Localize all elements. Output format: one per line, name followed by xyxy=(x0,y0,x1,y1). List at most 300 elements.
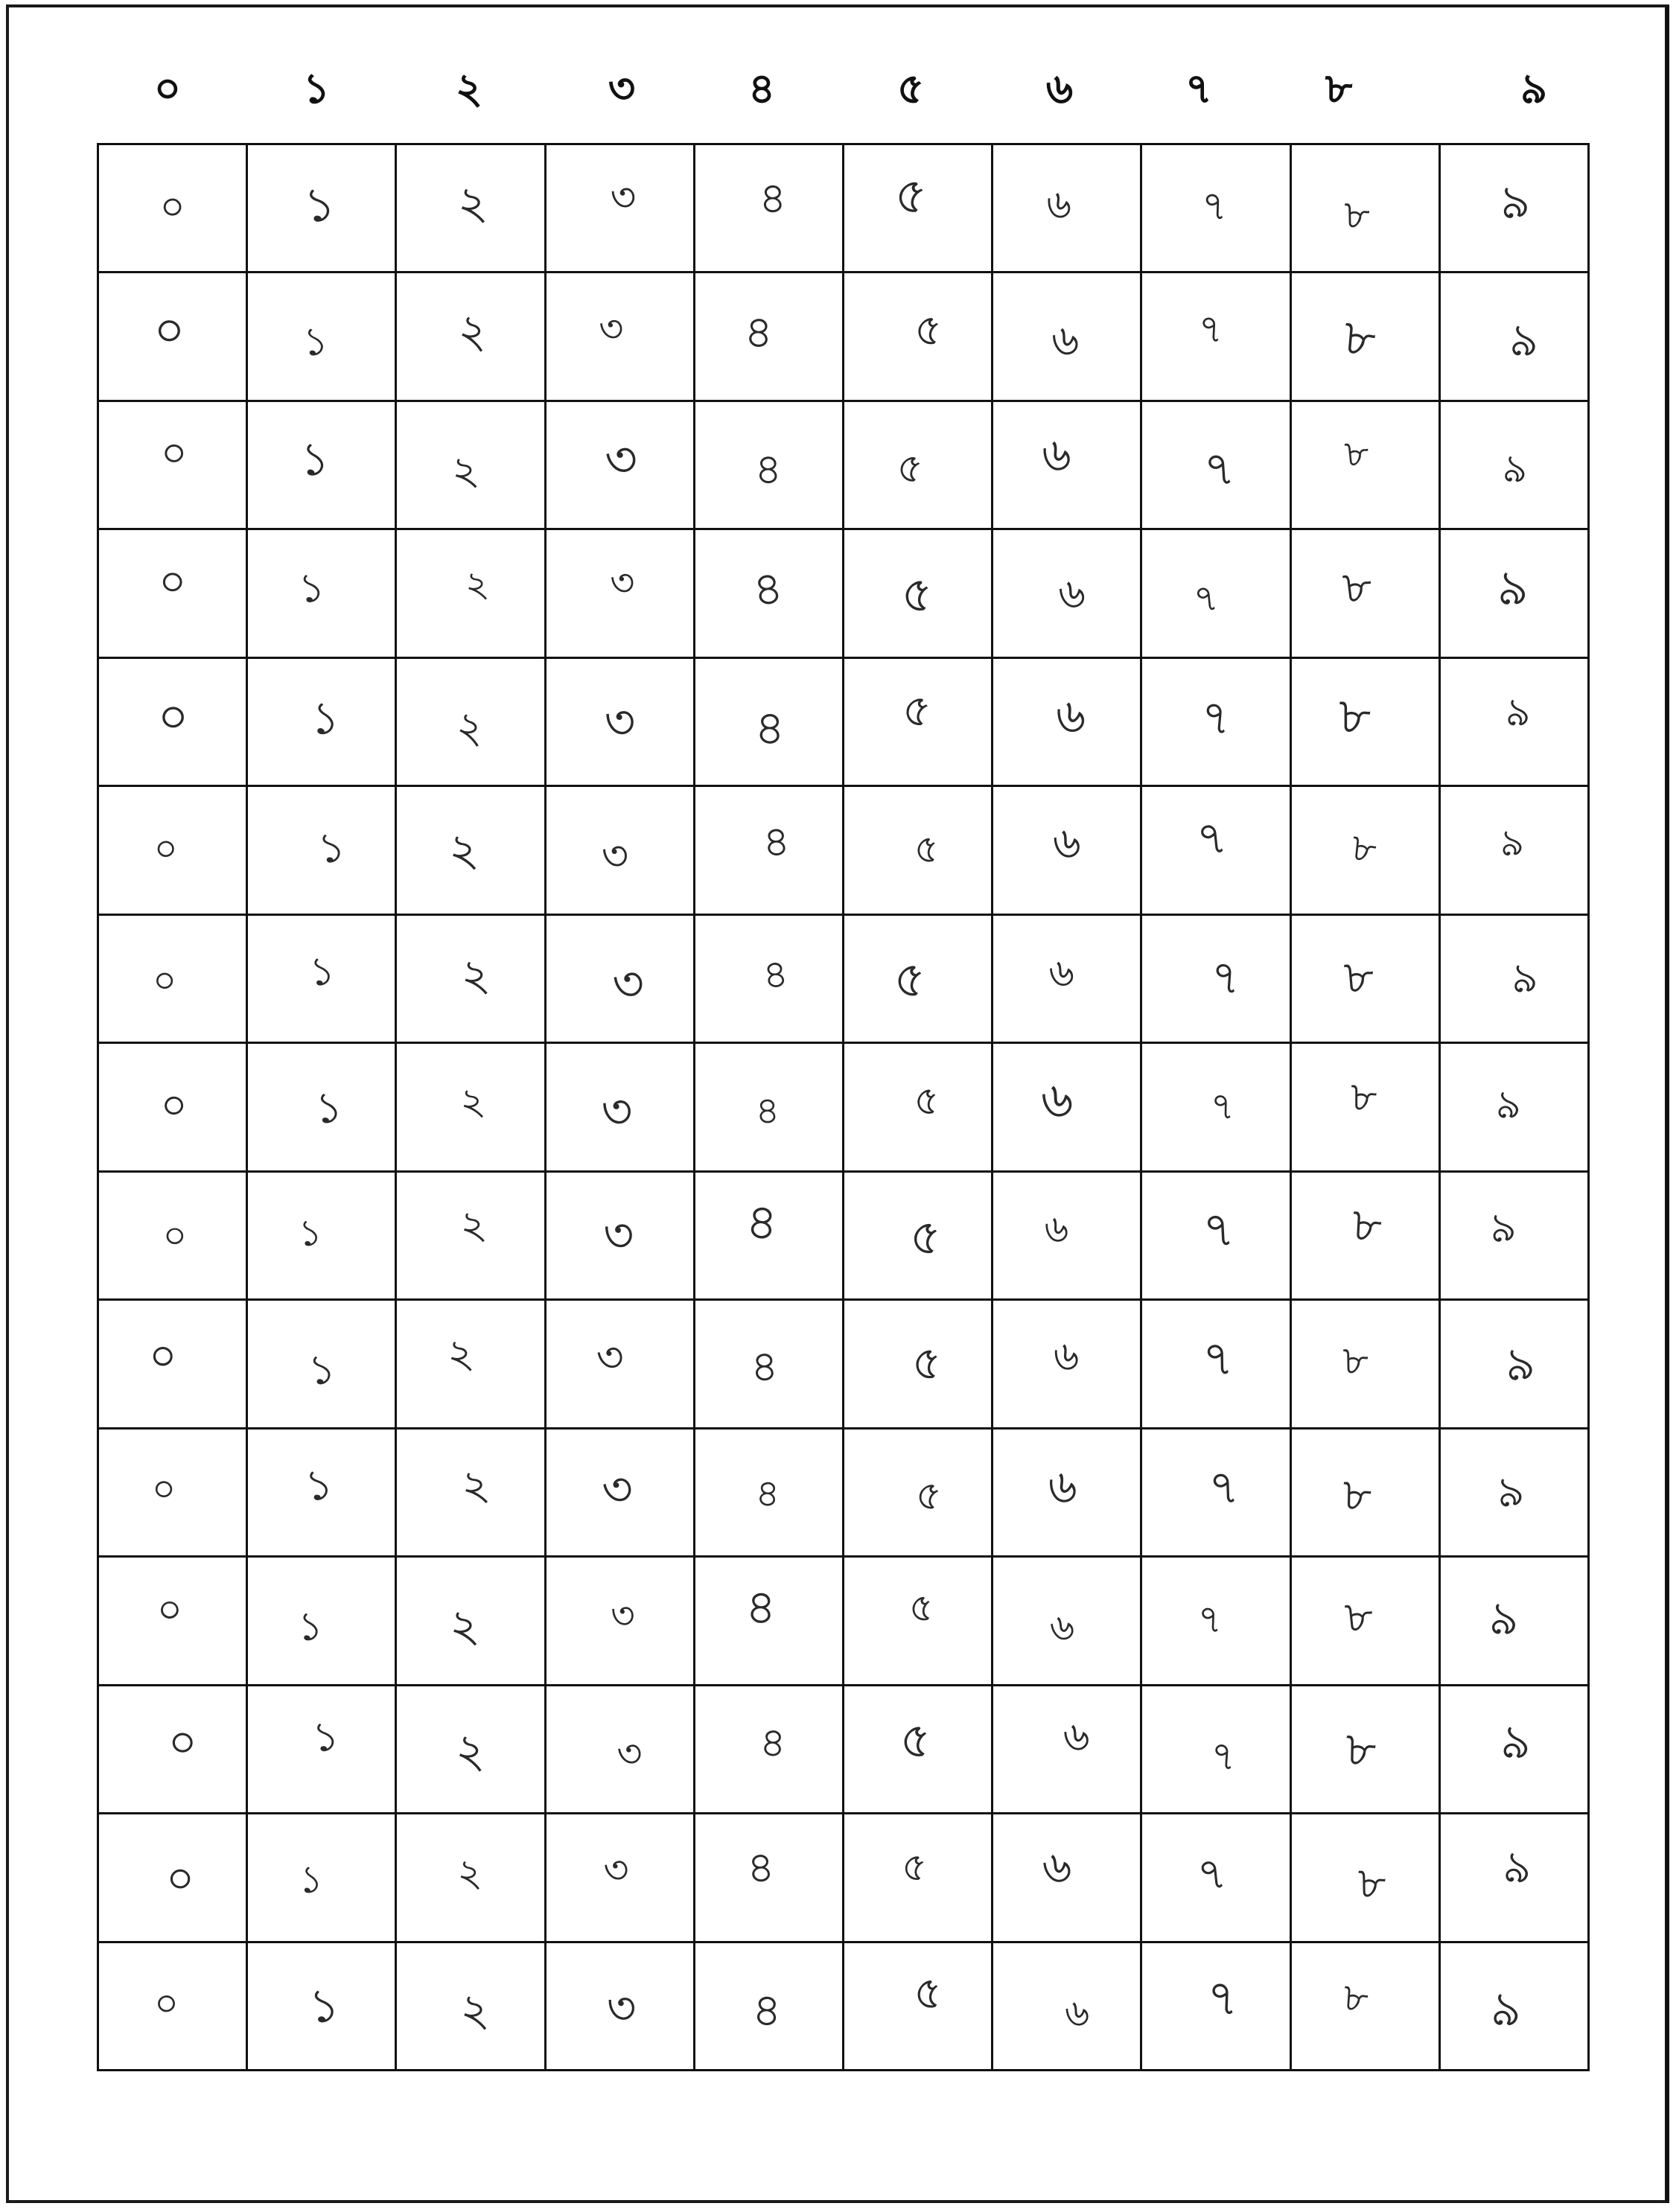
grid-cell xyxy=(397,916,546,1044)
handwritten-digit: ৩ xyxy=(611,954,646,1013)
header-digit-row xyxy=(97,45,1601,134)
grid-cell xyxy=(1441,145,1590,273)
handwritten-digit: ৩ xyxy=(602,429,641,491)
handwritten-digit: ২ xyxy=(457,1078,488,1126)
grid-cell xyxy=(397,402,546,530)
grid-cell xyxy=(248,916,397,1044)
handwritten-digit: ০ xyxy=(148,1330,177,1382)
grid-cell xyxy=(1292,1173,1441,1301)
grid-cell xyxy=(1292,1044,1441,1172)
grid-cell xyxy=(1441,1686,1590,1814)
handwritten-digit: ৭ xyxy=(1207,1459,1240,1516)
handwritten-digit: ৬ xyxy=(1052,817,1082,868)
handwritten-digit: ৮ xyxy=(1351,1073,1377,1121)
grid-cell xyxy=(695,1044,844,1172)
grid-cell xyxy=(547,1044,695,1172)
grid-cell xyxy=(1292,402,1441,530)
grid-cell xyxy=(547,530,695,658)
handwritten-digit: ৭ xyxy=(1191,575,1220,622)
grid-cell xyxy=(248,1301,397,1429)
handwritten-digit: ৭ xyxy=(1200,182,1229,230)
grid-cell xyxy=(99,530,248,658)
grid-cell xyxy=(844,273,993,401)
handwritten-digit: ২ xyxy=(458,1458,493,1512)
grid-cell xyxy=(99,1558,248,1686)
handwritten-digit: ১ xyxy=(296,1602,325,1651)
grid-cell xyxy=(547,916,695,1044)
handwritten-digit: ৩ xyxy=(594,1331,627,1384)
handwritten-digit: ৩ xyxy=(599,1082,635,1141)
grid-cell xyxy=(993,1173,1142,1301)
handwritten-digit: ২ xyxy=(456,1849,483,1896)
handwritten-digit: ৯ xyxy=(1498,1713,1533,1770)
handwritten-digit: ৫ xyxy=(911,824,942,873)
handwritten-digit: ২ xyxy=(448,444,482,497)
handwritten-digit: ৪ xyxy=(749,559,786,618)
header-digit: ৩ xyxy=(608,65,636,113)
grid-cell xyxy=(844,1429,993,1558)
handwritten-digit: ৭ xyxy=(1199,689,1234,746)
handwritten-digit: ১ xyxy=(298,1211,323,1255)
grid-cell xyxy=(99,1173,248,1301)
handwritten-digit: ৭ xyxy=(1202,439,1237,498)
handwritten-digit: ৯ xyxy=(1510,953,1539,1003)
header-digit: ১ xyxy=(302,65,331,113)
grid-cell xyxy=(993,787,1142,915)
handwritten-digit: ৮ xyxy=(1350,824,1380,872)
grid-cell xyxy=(695,145,844,273)
grid-cell xyxy=(547,1301,695,1429)
grid-cell xyxy=(397,145,546,273)
handwritten-digit: ৪ xyxy=(742,305,775,359)
handwritten-digit: ৮ xyxy=(1340,558,1376,614)
handwritten-digit: ৪ xyxy=(757,1717,788,1768)
handwritten-digit: ৩ xyxy=(599,1460,637,1519)
grid-cell xyxy=(397,530,546,658)
handwritten-digit-grid xyxy=(97,143,1590,2071)
handwritten-digit: ২ xyxy=(459,1983,491,2037)
grid-cell xyxy=(993,273,1142,401)
grid-cell xyxy=(1142,1558,1291,1686)
grid-cell xyxy=(993,916,1142,1044)
handwritten-digit: ৬ xyxy=(1043,1206,1070,1252)
handwritten-digit: ৭ xyxy=(1197,305,1225,352)
header-digit: ৭ xyxy=(1185,65,1213,113)
handwritten-digit: ৮ xyxy=(1342,1590,1376,1644)
handwritten-digit: ২ xyxy=(454,701,486,753)
handwritten-digit: ০ xyxy=(162,1213,188,1258)
handwritten-digit: ৫ xyxy=(910,1965,946,2021)
grid-cell xyxy=(248,1686,397,1814)
handwritten-digit: ০ xyxy=(158,1080,190,1132)
grid-cell xyxy=(1441,1301,1590,1429)
handwritten-digit: ০ xyxy=(164,1852,197,1906)
handwritten-digit: ৮ xyxy=(1357,1857,1387,1909)
grid-cell xyxy=(547,1558,695,1686)
handwritten-digit: ১ xyxy=(305,1344,338,1395)
handwritten-digit: ৪ xyxy=(754,1470,782,1517)
grid-cell xyxy=(1441,530,1590,658)
grid-cell xyxy=(397,1429,546,1558)
grid-cell xyxy=(547,402,695,530)
handwritten-digit: ০ xyxy=(152,826,179,871)
handwritten-digit: ৪ xyxy=(743,1578,778,1636)
grid-cell xyxy=(844,787,993,915)
grid-cell xyxy=(844,1173,993,1301)
grid-cell xyxy=(1142,530,1291,658)
handwritten-digit: ৪ xyxy=(753,699,786,756)
grid-cell xyxy=(99,659,248,787)
handwritten-digit: ৪ xyxy=(745,1841,776,1894)
grid-cell xyxy=(1142,145,1291,273)
header-digit: ৮ xyxy=(1325,65,1353,113)
grid-cell xyxy=(99,402,248,530)
grid-cell xyxy=(1292,273,1441,401)
handwritten-digit: ৩ xyxy=(599,1205,637,1265)
handwritten-digit: ২ xyxy=(447,1598,482,1654)
handwritten-digit: ৪ xyxy=(750,1982,783,2038)
grid-cell xyxy=(993,1943,1142,2071)
grid-cell xyxy=(1142,1173,1291,1301)
grid-cell xyxy=(1142,787,1291,915)
grid-cell xyxy=(695,916,844,1044)
grid-cell xyxy=(397,787,546,915)
handwritten-digit: ৮ xyxy=(1344,191,1371,239)
handwritten-digit: ৫ xyxy=(900,1843,928,1891)
grid-cell xyxy=(695,273,844,401)
grid-cell xyxy=(993,1429,1142,1558)
grid-cell xyxy=(1142,273,1291,401)
handwritten-digit: ৭ xyxy=(1210,1084,1235,1129)
grid-cell xyxy=(1142,659,1291,787)
grid-cell xyxy=(1142,1943,1291,2071)
grid-cell xyxy=(844,1943,993,2071)
handwritten-digit: ৮ xyxy=(1345,1721,1377,1777)
handwritten-digit: ৮ xyxy=(1342,430,1371,476)
grid-cell xyxy=(1441,1558,1590,1686)
handwritten-digit: ১ xyxy=(308,690,343,747)
grid-cell xyxy=(248,530,397,658)
handwritten-digit: ১ xyxy=(302,317,329,365)
handwritten-digit: ৯ xyxy=(1499,820,1525,864)
handwritten-digit: ৬ xyxy=(1040,427,1073,482)
grid-cell xyxy=(1441,1044,1590,1172)
handwritten-digit: ১ xyxy=(307,1976,342,2034)
grid-cell xyxy=(547,787,695,915)
grid-cell xyxy=(99,1686,248,1814)
grid-cell xyxy=(695,659,844,787)
handwritten-digit: ১ xyxy=(308,947,337,995)
grid-cell xyxy=(844,402,993,530)
handwritten-digit: ৬ xyxy=(1047,1604,1077,1651)
grid-cell xyxy=(99,145,248,273)
grid-cell xyxy=(1441,402,1590,530)
grid-cell xyxy=(993,1558,1142,1686)
handwritten-digit: ১ xyxy=(301,175,338,235)
grid-cell xyxy=(844,1558,993,1686)
header-digit: ৪ xyxy=(748,65,776,113)
grid-cell xyxy=(547,145,695,273)
handwritten-digit: ৬ xyxy=(1062,1712,1091,1761)
grid-cell xyxy=(844,659,993,787)
handwritten-digit: ১ xyxy=(314,1083,343,1134)
handwritten-digit: ৬ xyxy=(1051,315,1080,366)
handwritten-digit: ৯ xyxy=(1500,1840,1535,1895)
grid-cell xyxy=(397,1814,546,1942)
grid-cell xyxy=(993,530,1142,658)
grid-cell xyxy=(248,787,397,915)
grid-cell xyxy=(1441,659,1590,787)
grid-cell xyxy=(99,1044,248,1172)
grid-cell xyxy=(248,1044,397,1172)
grid-cell xyxy=(397,1558,546,1686)
grid-cell xyxy=(248,145,397,273)
handwritten-digit: ৪ xyxy=(742,1191,780,1253)
handwritten-digit: ৮ xyxy=(1339,686,1371,745)
handwritten-digit: ৯ xyxy=(1494,1081,1522,1129)
handwritten-digit: ৮ xyxy=(1341,307,1379,369)
grid-cell xyxy=(695,1301,844,1429)
handwritten-digit: ৭ xyxy=(1205,1969,1240,2027)
handwritten-digit: ৯ xyxy=(1504,689,1532,736)
handwritten-digit: ৬ xyxy=(1051,1331,1081,1381)
grid-cell xyxy=(397,659,546,787)
handwritten-digit: ১ xyxy=(299,431,332,488)
header-digit: ২ xyxy=(455,65,483,113)
handwritten-digit: ০ xyxy=(154,686,191,747)
grid-cell xyxy=(1142,1044,1291,1172)
handwritten-digit: ২ xyxy=(456,303,490,359)
grid-cell xyxy=(1441,916,1590,1044)
grid-cell xyxy=(99,273,248,401)
grid-cell xyxy=(993,1301,1142,1429)
handwritten-digit: ৫ xyxy=(899,683,934,738)
grid-cell xyxy=(1292,145,1441,273)
handwritten-digit: ৯ xyxy=(1496,558,1529,616)
grid-cell xyxy=(99,1814,248,1942)
grid-cell xyxy=(1292,916,1441,1044)
header-digit: ৯ xyxy=(1520,65,1548,113)
grid-cell xyxy=(1441,787,1590,915)
handwritten-digit: ৬ xyxy=(1045,1458,1080,1515)
handwritten-digit: ০ xyxy=(156,1586,182,1633)
grid-cell xyxy=(1142,1686,1291,1814)
handwritten-digit: ৬ xyxy=(1054,687,1089,745)
grid-cell xyxy=(695,787,844,915)
grid-cell xyxy=(397,1686,546,1814)
grid-cell xyxy=(248,273,397,401)
handwritten-digit: ৫ xyxy=(908,1208,942,1266)
grid-cell xyxy=(547,1686,695,1814)
handwritten-digit: ২ xyxy=(457,1199,489,1250)
handwritten-digit: ৫ xyxy=(898,1710,933,1770)
handwritten-digit: ৯ xyxy=(1487,1202,1518,1252)
grid-cell xyxy=(397,273,546,401)
handwritten-digit: ৭ xyxy=(1194,1846,1229,1902)
handwritten-digit: ৫ xyxy=(911,1336,943,1392)
grid-cell xyxy=(844,1686,993,1814)
grid-cell xyxy=(844,1301,993,1429)
grid-cell xyxy=(248,1173,397,1301)
handwritten-digit: ১ xyxy=(302,1458,336,1511)
handwritten-digit: ৫ xyxy=(894,443,925,493)
grid-cell xyxy=(1292,1429,1441,1558)
handwritten-digit: ৪ xyxy=(759,949,791,999)
grid-cell xyxy=(993,659,1142,787)
handwritten-digit: ৯ xyxy=(1487,1591,1520,1647)
grid-cell xyxy=(695,530,844,658)
grid-cell xyxy=(397,1301,546,1429)
handwritten-digit: ০ xyxy=(151,1979,182,2027)
handwritten-digit: ৮ xyxy=(1342,1468,1373,1522)
header-digit: ৬ xyxy=(1045,65,1074,113)
handwritten-digit: ৯ xyxy=(1494,1464,1526,1518)
handwritten-digit: ৬ xyxy=(1048,949,1076,996)
handwritten-digit: ০ xyxy=(150,957,179,1004)
grid-cell xyxy=(695,1814,844,1942)
handwritten-digit: ৪ xyxy=(754,444,783,495)
grid-cell xyxy=(1142,1429,1291,1558)
grid-cell xyxy=(547,1429,695,1558)
handwritten-digit: ০ xyxy=(157,182,188,232)
handwritten-digit: ৯ xyxy=(1500,445,1530,493)
grid-cell xyxy=(248,1558,397,1686)
grid-cell xyxy=(993,1044,1142,1172)
handwritten-digit: ৫ xyxy=(905,1584,937,1633)
handwritten-digit: ৩ xyxy=(601,830,630,880)
grid-cell xyxy=(1292,1558,1441,1686)
grid-cell xyxy=(547,1943,695,2071)
grid-cell xyxy=(547,1814,695,1942)
grid-cell xyxy=(695,1173,844,1301)
handwritten-digit: ৭ xyxy=(1197,1596,1223,1642)
handwritten-digit: ৩ xyxy=(603,1979,640,2036)
grid-cell xyxy=(547,273,695,401)
grid-cell xyxy=(993,402,1142,530)
grid-cell xyxy=(248,659,397,787)
grid-cell xyxy=(397,1044,546,1172)
handwritten-digit: ৮ xyxy=(1342,949,1377,1005)
grid-cell xyxy=(1142,1301,1291,1429)
grid-cell xyxy=(248,402,397,530)
handwritten-digit: ৬ xyxy=(1039,1840,1074,1896)
handwritten-digit: ১ xyxy=(296,562,327,613)
grid-cell xyxy=(695,402,844,530)
grid-cell xyxy=(99,916,248,1044)
grid-cell xyxy=(844,1814,993,1942)
handwritten-digit: ৪ xyxy=(758,172,787,224)
grid-cell xyxy=(99,1301,248,1429)
grid-cell xyxy=(1142,1814,1291,1942)
handwritten-digit: ৩ xyxy=(615,1730,644,1777)
handwritten-digit: ৬ xyxy=(1039,1071,1074,1130)
handwritten-digit: ৫ xyxy=(911,1077,941,1126)
handwritten-digit: ৪ xyxy=(754,1088,780,1134)
grid-cell xyxy=(695,1686,844,1814)
handwritten-digit: ০ xyxy=(150,1465,178,1512)
handwritten-digit: ৭ xyxy=(1208,1732,1238,1780)
grid-cell xyxy=(1142,916,1291,1044)
grid-cell xyxy=(1142,402,1291,530)
handwritten-digit: ২ xyxy=(456,175,489,232)
grid-cell xyxy=(99,1943,248,2071)
handwritten-digit: ৯ xyxy=(1497,173,1532,231)
grid-cell xyxy=(1441,1429,1590,1558)
handwritten-digit: ২ xyxy=(463,561,491,607)
handwritten-digit: ৮ xyxy=(1342,1337,1369,1385)
grid-cell xyxy=(1441,273,1590,401)
handwritten-digit: ৮ xyxy=(1342,1974,1371,2021)
handwritten-digit: ২ xyxy=(445,1328,477,1380)
grid-cell xyxy=(1441,1943,1590,2071)
grid-cell xyxy=(547,659,695,787)
grid-cell xyxy=(99,1429,248,1558)
grid-cell xyxy=(248,1943,397,2071)
grid-cell xyxy=(695,1429,844,1558)
grid-cell xyxy=(993,1814,1142,1942)
grid-cell xyxy=(844,145,993,273)
handwritten-digit: ৩ xyxy=(610,559,636,605)
grid-cell xyxy=(844,1044,993,1172)
grid-cell xyxy=(844,916,993,1044)
handwritten-digit: ৯ xyxy=(1508,313,1541,367)
grid-cell xyxy=(397,1173,546,1301)
handwritten-digit: ৫ xyxy=(914,304,943,356)
grid-cell xyxy=(99,787,248,915)
handwritten-digit: ৭ xyxy=(1202,1330,1234,1388)
grid-cell xyxy=(993,1686,1142,1814)
grid-cell xyxy=(1292,1301,1441,1429)
handwritten-digit: ৩ xyxy=(599,306,625,351)
handwritten-digit: ৯ xyxy=(1503,1336,1537,1392)
grid-cell xyxy=(1441,1814,1590,1942)
handwritten-digit: ৫ xyxy=(893,950,926,1009)
handwritten-digit: ২ xyxy=(459,948,492,1003)
grid-cell xyxy=(1292,659,1441,787)
grid-cell xyxy=(1292,530,1441,658)
handwritten-digit: ১ xyxy=(296,1856,327,1904)
handwritten-digit: ৬ xyxy=(1043,180,1074,229)
handwritten-digit: ৭ xyxy=(1208,949,1243,1006)
handwritten-digit: ০ xyxy=(159,428,188,478)
handwritten-digit: ০ xyxy=(156,555,188,608)
grid-cell xyxy=(397,1943,546,2071)
grid-cell xyxy=(547,1173,695,1301)
handwritten-digit: ৭ xyxy=(1194,809,1230,867)
handwritten-digit: ০ xyxy=(165,1714,200,1770)
grid-cell xyxy=(1441,1173,1590,1301)
grid-cell xyxy=(248,1814,397,1942)
handwritten-digit: ৫ xyxy=(913,1470,944,1520)
header-digit: ৫ xyxy=(896,65,925,113)
handwritten-digit: ২ xyxy=(455,1723,487,1779)
handwritten-digit: ৫ xyxy=(891,165,930,226)
handwritten-digit: ৩ xyxy=(602,692,638,752)
grid-cell xyxy=(844,530,993,658)
grid-cell xyxy=(695,1558,844,1686)
grid-cell xyxy=(993,145,1142,273)
handwritten-digit: ১ xyxy=(310,1711,342,1762)
handwritten-digit: ৩ xyxy=(608,1592,637,1639)
handwritten-digit: ৫ xyxy=(899,564,934,624)
handwritten-digit: ৩ xyxy=(610,173,637,220)
header-digit: ০ xyxy=(153,65,182,113)
handwritten-digit: ৪ xyxy=(749,1341,779,1392)
handwritten-digit: ৮ xyxy=(1351,1197,1384,1253)
handwritten-digit: ৭ xyxy=(1201,1199,1237,1259)
grid-cell xyxy=(1292,1943,1441,2071)
handwritten-digit: ৯ xyxy=(1488,1980,1523,2038)
